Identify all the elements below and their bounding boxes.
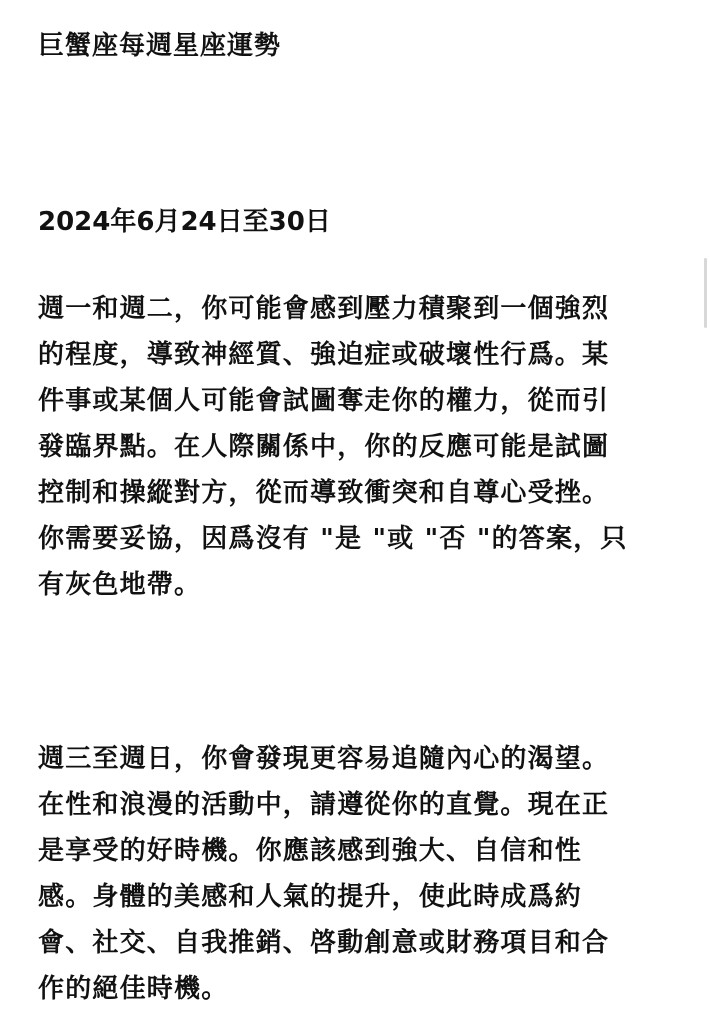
date-range: 2024年6月24日至30日 [38, 207, 331, 237]
paragraph-line: 發臨界點。在人際關係中，你的反應可能是試圖 [38, 432, 610, 462]
paragraph-line: 有灰色地帶。 [38, 570, 202, 600]
paragraph-line: 週三至週日，你會發現更容易追隨內心的渴望。 [38, 744, 610, 774]
paragraph-line: 會、社交、自我推銷、啓動創意或財務項目和合 [38, 928, 610, 958]
paragraph-line: 控制和操縱對方，從而導致衝突和自尊心受挫。 [38, 478, 610, 508]
paragraph-early-week [38, 286, 668, 608]
paragraph-line: 在性和浪漫的活動中，請遵從你的直覺。現在正 [38, 790, 610, 820]
paragraph-line: 週一和週二，你可能會感到壓力積聚到一個強烈 [38, 294, 610, 324]
paragraph-line: 件事或某個人可能會試圖奪走你的權力，從而引 [38, 386, 610, 416]
paragraph-late-week [38, 736, 668, 1012]
paragraph-line: 你需要妥協，因爲沒有 "是 "或 "否 "的答案，只 [38, 524, 628, 554]
paragraph-line: 感。身體的美感和人氣的提升，使此時成爲約 [38, 882, 583, 912]
article-title: 巨蟹座每週星座運勢 [38, 31, 282, 61]
paragraph-line: 是享受的好時機。你應該感到強大、自信和性 [38, 836, 583, 866]
paragraph-line: 的程度，導致神經質、強迫症或破壞性行爲。某 [38, 340, 610, 370]
scroll-indicator[interactable] [704, 258, 707, 328]
paragraph-line: 作的絕佳時機。 [38, 974, 229, 1004]
